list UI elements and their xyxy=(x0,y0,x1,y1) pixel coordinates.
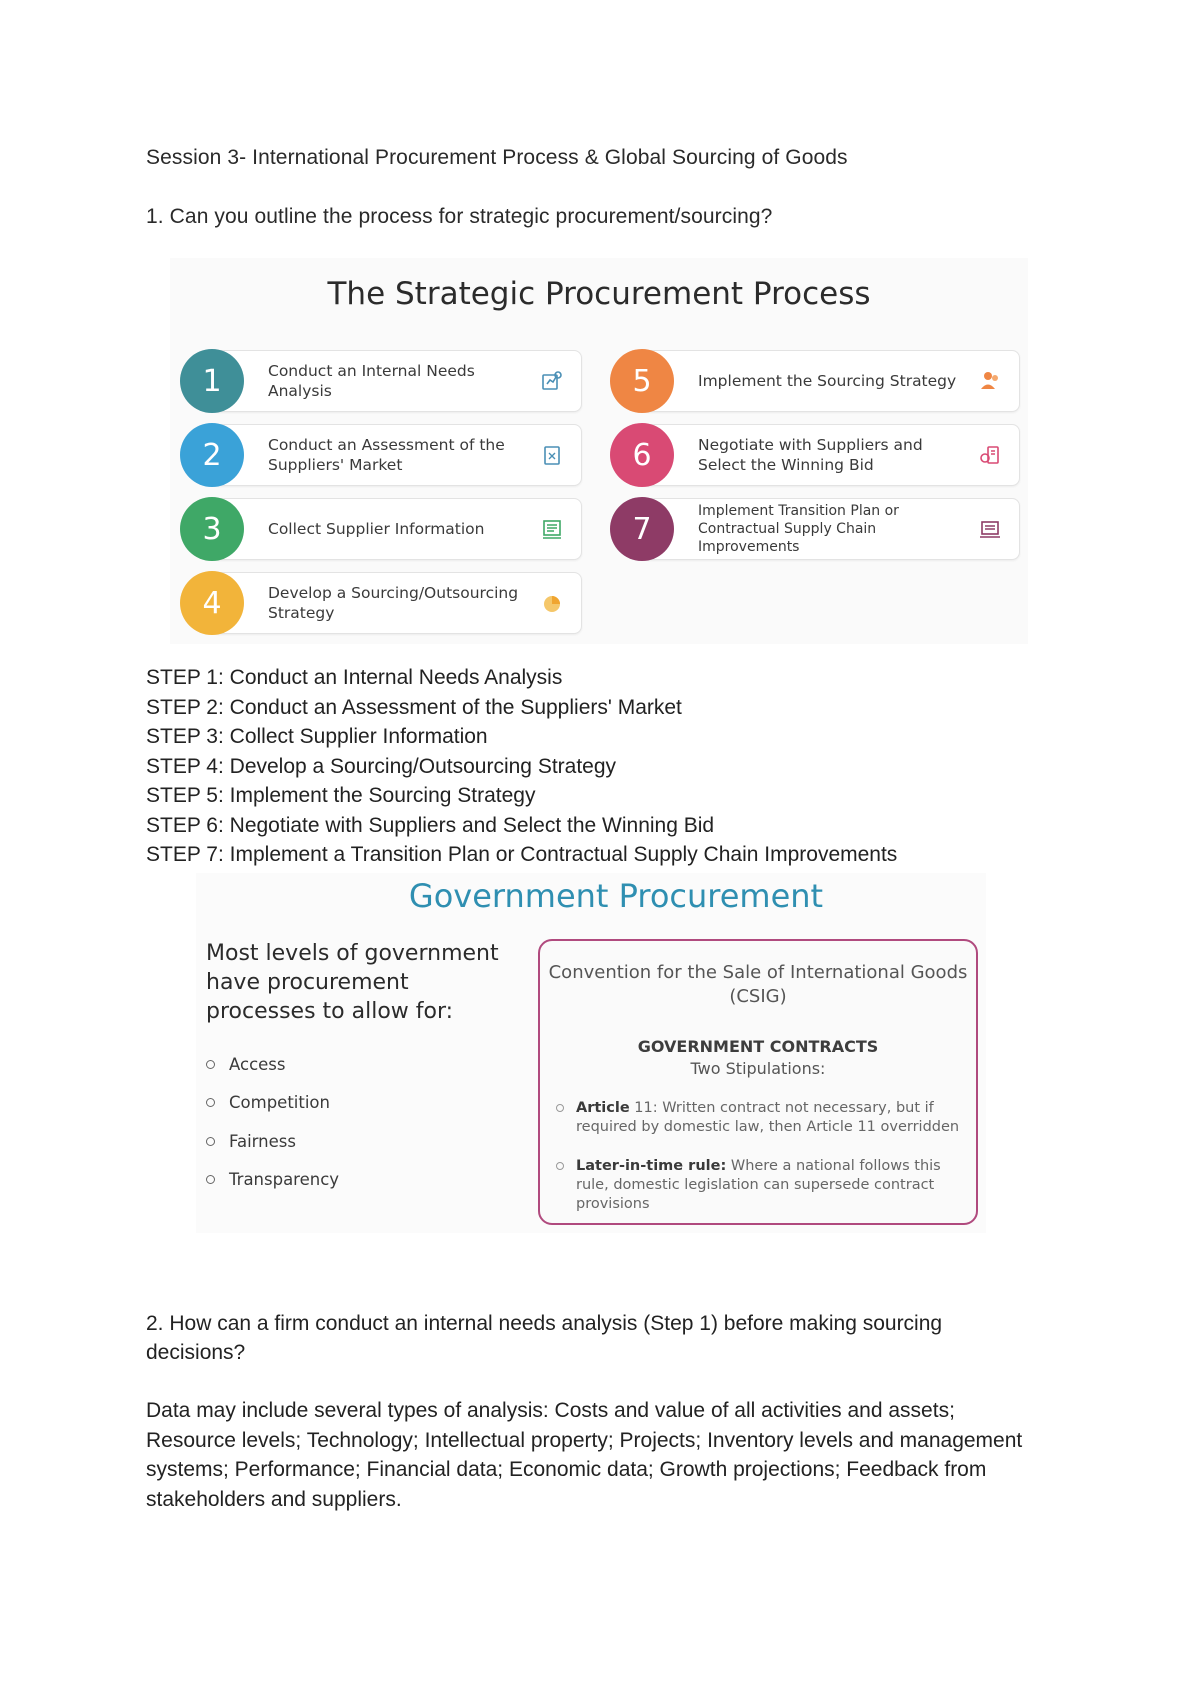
stipulation-2: Later-in-time rule: Where a national follows this rule, domestic legislation can supersede contract provisions xyxy=(576,1157,962,1214)
list-item: Access xyxy=(206,1045,339,1084)
strategy-icon xyxy=(540,591,564,615)
step-number-1: 1 xyxy=(180,349,244,413)
csig-subtitle-2: Two Stipulations: xyxy=(690,1059,826,1078)
step-label-3: Collect Supplier Information xyxy=(268,520,485,538)
step-number-7: 7 xyxy=(610,497,674,561)
csig-subtitle: GOVERNMENT CONTRACTS xyxy=(637,1037,879,1056)
strategic-procurement-figure xyxy=(170,258,1028,644)
bullet-icon xyxy=(206,1175,215,1184)
step-card-7 xyxy=(610,498,1020,560)
bullet-icon xyxy=(206,1098,215,1107)
list-item: Transparency xyxy=(206,1161,339,1200)
stipulation-1: Article 11: Written contract not necessary, but if required by domestic law, then Article 11 overridden xyxy=(576,1099,962,1137)
list-item: Fairness xyxy=(206,1122,339,1161)
step-line-2: STEP 2: Conduct an Assessment of the Suppliers' Market xyxy=(146,695,682,719)
csig-box xyxy=(538,939,978,1225)
step-number-5: 5 xyxy=(610,349,674,413)
government-lead-text: Most levels of government have procurement processes to allow for: xyxy=(206,941,499,1024)
people-icon xyxy=(978,369,1002,393)
figure-title: Government Procurement xyxy=(408,877,824,915)
bullet-icon xyxy=(556,1104,564,1112)
step-number-2: 2 xyxy=(180,423,244,487)
session-title: Session 3- International Procurement Process & Global Sourcing of Goods xyxy=(146,146,848,169)
step-card-3 xyxy=(180,498,582,560)
government-list xyxy=(206,1045,339,1199)
step-number-3: 3 xyxy=(180,497,244,561)
step-line-5: STEP 5: Implement the Sourcing Strategy xyxy=(146,784,536,807)
step-label-1: Conduct an Internal Needs Analysis xyxy=(268,362,475,400)
question-1: 1. Can you outline the process for strategic procurement/sourcing? xyxy=(146,205,773,228)
step-label-6: Negotiate with Suppliers and Select the Winning Bid xyxy=(698,436,923,474)
step-card-1 xyxy=(180,350,582,412)
step-card-6 xyxy=(610,424,1020,486)
question-2: 2. How can a firm conduct an internal needs analysis (Step 1) before making sourcing decisions? xyxy=(146,1312,943,1364)
analysis-icon xyxy=(540,369,564,393)
bid-icon xyxy=(978,443,1002,467)
chain-icon xyxy=(978,517,1002,541)
bullet-icon xyxy=(206,1137,215,1146)
step-label-7: Implement Transition Plan or Contractual Supply Chain Improvements xyxy=(698,503,899,555)
bullet-icon xyxy=(206,1060,215,1069)
step-card-4 xyxy=(180,572,582,634)
step-label-4: Develop a Sourcing/Outsourcing Strategy xyxy=(268,584,519,622)
answer-2: Data may include several types of analysis: Costs and value of all activities and assets; Resource levels; Technology; Intellectual property; Projects; Inventory levels and management systems; Performance; Financial data; Economic data; Growth projections; Feedback from stakeholders and suppliers. xyxy=(146,1399,1023,1511)
step-list xyxy=(146,663,897,870)
bullet-icon xyxy=(556,1162,564,1170)
step-line-4: STEP 4: Develop a Sourcing/Outsourcing Strategy xyxy=(146,754,617,778)
step-line-7: STEP 7: Implement a Transition Plan or Contractual Supply Chain Improvements xyxy=(146,843,898,866)
csig-title: Convention for the Sale of International Goods (CSIG) xyxy=(548,962,968,1007)
list-item: Competition xyxy=(206,1084,339,1123)
step-number-6: 6 xyxy=(610,423,674,487)
step-card-5 xyxy=(610,350,1020,412)
step-card-2 xyxy=(180,424,582,486)
step-label-5: Implement the Sourcing Strategy xyxy=(698,372,957,390)
step-label-2: Conduct an Assessment of the Suppliers' Market xyxy=(268,436,505,474)
government-procurement-figure xyxy=(196,873,986,1233)
document-icon xyxy=(540,517,564,541)
step-number-4: 4 xyxy=(180,571,244,635)
step-line-3: STEP 3: Collect Supplier Information xyxy=(146,725,488,748)
figure-title: The Strategic Procurement Process xyxy=(327,276,871,312)
step-line-1: STEP 1: Conduct an Internal Needs Analysis xyxy=(146,666,563,689)
step-line-6: STEP 6: Negotiate with Suppliers and Select the Winning Bid xyxy=(146,813,715,837)
clipboard-icon xyxy=(540,443,564,467)
